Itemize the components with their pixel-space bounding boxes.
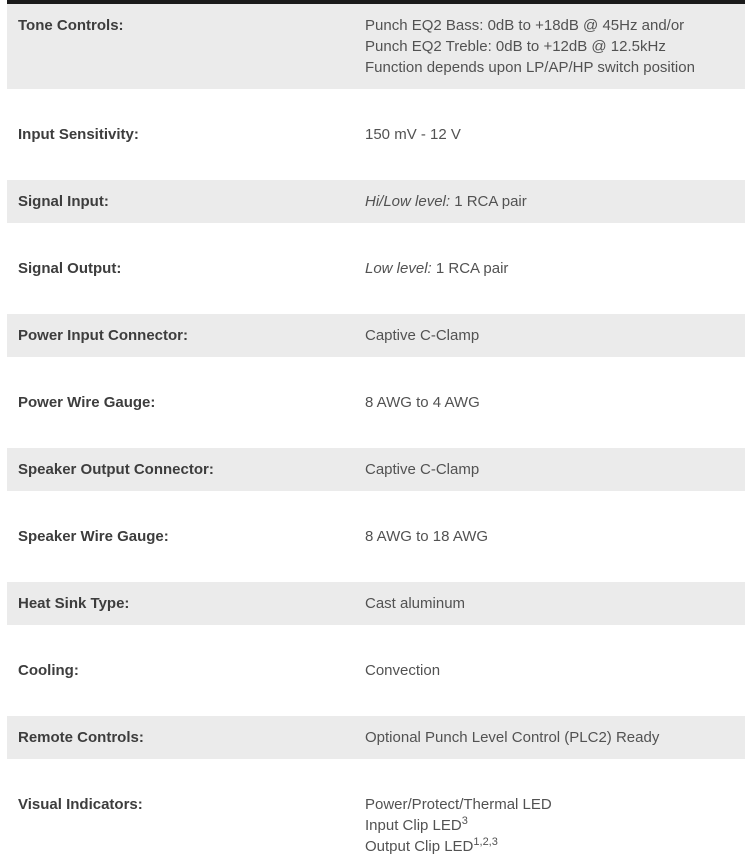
spec-row-signal-output <box>7 247 745 290</box>
spec-value <box>365 258 745 279</box>
spec-label: Tone Controls: <box>18 17 124 34</box>
spec-value <box>365 459 745 480</box>
spec-row-remote-controls <box>7 716 745 759</box>
spec-label: Visual Indicators: <box>18 796 143 813</box>
spec-value-line: Hi/Low level: 1 RCA pair <box>365 193 527 210</box>
spec-value <box>365 325 745 346</box>
spec-row-signal-input <box>7 180 745 223</box>
spec-value <box>365 794 745 857</box>
spec-value <box>365 660 745 681</box>
spec-row-cooling <box>7 649 745 692</box>
spec-label: Speaker Wire Gauge: <box>18 528 169 545</box>
spec-row-visual-indicators <box>7 783 745 868</box>
spec-value-line: 150 mV - 12 V <box>365 126 461 143</box>
spec-value-line: Convection <box>365 662 441 679</box>
spec-value-line: Captive C-Clamp <box>365 327 480 344</box>
spec-row-input-sensitivity <box>7 113 745 156</box>
spec-label: Input Sensitivity: <box>18 126 139 143</box>
spec-label: Power Wire Gauge: <box>18 394 156 411</box>
spec-label: Heat Sink Type: <box>18 595 130 612</box>
spec-value-line: Output Clip LED$^{1,2,3}$ <box>365 836 498 855</box>
spec-value <box>365 191 745 212</box>
spec-row-power-input-connector <box>7 314 745 357</box>
spec-value-line: Punch EQ2 Treble: 0dB to +12dB @ 12.5kHz <box>365 38 666 55</box>
spec-value-line: Cast aluminum <box>365 595 466 612</box>
spec-row-heat-sink-type <box>7 582 745 625</box>
spec-value-line: 8 AWG to 4 AWG <box>365 394 480 411</box>
spec-label: Signal Input: <box>18 193 109 210</box>
spec-value-line: Optional Punch Level Control (PLC2) Ready <box>365 729 660 746</box>
spec-label: Power Input Connector: <box>18 327 188 344</box>
spec-value <box>365 15 745 78</box>
spec-label: Speaker Output Connector: <box>18 461 214 478</box>
spec-value <box>365 392 745 413</box>
spec-value-line: Power/Protect/Thermal LED <box>365 796 552 813</box>
spec-label: Remote Controls: <box>18 729 144 746</box>
specifications-table <box>7 0 745 868</box>
spec-value-line: Captive C-Clamp <box>365 461 480 478</box>
spec-value-line: 8 AWG to 18 AWG <box>365 528 489 545</box>
spec-label: Signal Output: <box>18 260 122 277</box>
spec-value-line: Low level: 1 RCA pair <box>365 260 509 277</box>
spec-row-power-wire-gauge <box>7 381 745 424</box>
spec-value <box>365 593 745 614</box>
spec-value <box>365 124 745 145</box>
spec-value <box>365 526 745 547</box>
spec-value-line: Function depends upon LP/AP/HP switch position <box>365 59 695 76</box>
spec-label: Cooling: <box>18 662 79 679</box>
spec-row-speaker-output-connector <box>7 448 745 491</box>
spec-value <box>365 727 745 748</box>
spec-value-line: Input Clip LED$^3$ <box>365 815 468 834</box>
spec-row-tone-controls <box>7 4 745 89</box>
spec-value-line: Punch EQ2 Bass: 0dB to +18dB @ 45Hz and/or <box>365 17 685 34</box>
spec-row-speaker-wire-gauge <box>7 515 745 558</box>
